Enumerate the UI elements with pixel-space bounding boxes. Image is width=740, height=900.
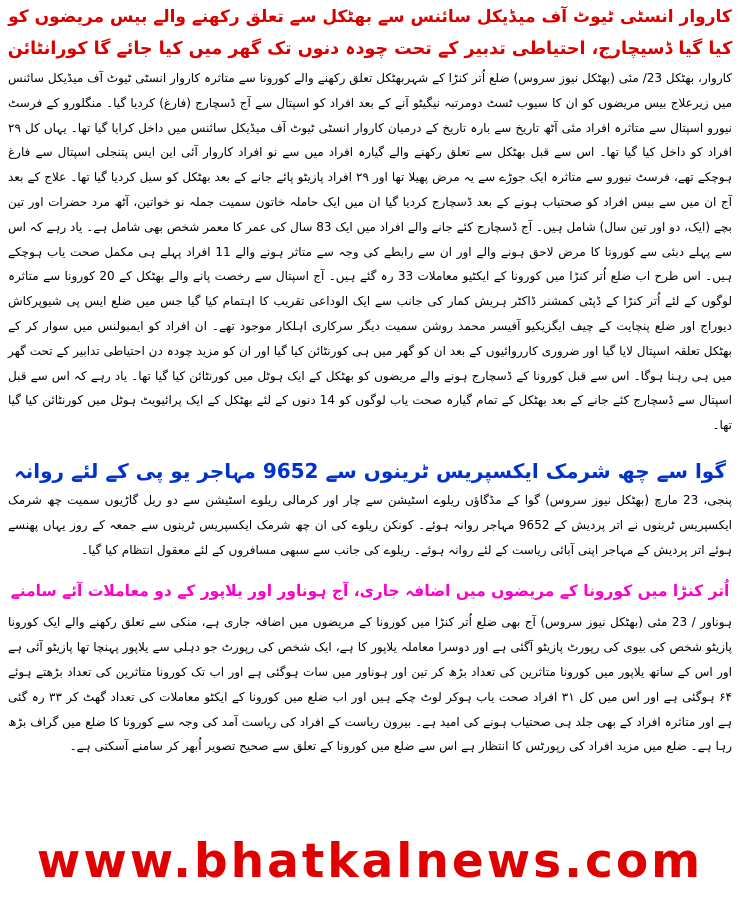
article-3-body: ہوناور / 23 مئی (بھٹکل نیوز سروس) آج بھی ضلع اُتر کنڑا میں کورونا کے مریضوں میں اضافہ جاری ہے، منکی سے تعلق رکھنے والے ایک کورونا پازیٹو شخص کی بیوی کی رپورٹ پازیٹو آگئی ہے اور دوسرا معاملہ یلاپور کا ہے، ایک شخص کی رپورٹ جو دہلی سے یلاپور پہنچا تھا پازیٹو آئی ہے اور اس کے ساتھ یلاپور میں کورونا متاثرین کی تعداد بڑھ کر تین اور ہوناور میں سات ہوگئی ہے اور اب تک کورونا متاثرین کی تعداد بڑھتے ہوئے ۶۴ ہوگئی ہے اور اس میں کل ۳۱ افراد صحت یاب ہوکر لوٹ چکے ہیں اور اب ضلع میں کورونا کے ایکٹو معاملات کی تعداد گھٹ کر ۳۳ رہ گئی ہے اور متاثرہ افراد کے بھی جلد ہی صحتیاب ہونے کی امید ہے۔ بیرون ریاست کے افراد کی ریاست آمد کی وجہ سے کورونا کا ضلع میں گراف بڑھ رہا ہے۔ ضلع میں مزید افراد کی رپورٹس کا انتظار ہے اس سے ضلع میں کورونا کے تعلق سے صحیح تصویر اُبھر کر سامنے آسکتی ہے۔: [8, 615, 732, 754]
article-1-headline-line-1: کاروار انسٹی ٹیوٹ آف میڈیکل سائنس سے بھٹکل سے تعلق رکھنے والے بیس مریضوں کو: [8, 7, 732, 27]
article-2: [6, 456, 734, 562]
article-1-body: کاروار، بھٹکل 23/ مئی (بھٹکل نیوز سروس) ضلع اُتر کنڑا کے شہربھٹکل تعلق رکھنے والے کورونا سے متاثرہ کاروار انسٹی ٹیوٹ آف میڈیکل سائنس میں زیرعلاج بیس مریضوں کو ان کا سیوب ٹسٹ دومرتبہ نیگیٹو آنے کے بعد افراد کو اسپتال سے آج ڈسچارج (فارغ) کردیا گیا۔ منگلورو کے فرسٹ نیورو اسپتال سے متاثرہ افراد مئی آٹھ تاریخ سے بارہ تاریخ کے درمیان کاروار انسٹی ٹیوٹ آف میڈیکل سائنس میں داخل کرایا گیا تھا۔ یہاں کل ۲۹ افراد کو داخل کیا گیا تھا۔ اس سے قبل بھٹکل سے تعلق رکھنے والے گیارہ افراد میں سے نو افراد کاروار آئی این ایس پتنجلی اسپتال سے فارغ ہوچکے تھے، فرسٹ نیورو سے متاثرہ ایک جوڑے سے یہ مرض پھیلا تھا اور ۲۹ افراد پازیٹو پائے جانے کے بعد بھٹکل کو سیل کردیا گیا تھا۔ علاج کے بعد آج ان میں سے بیس افراد کو صحتیاب ہونے کے بعد ڈسچارج کردیا گیا ان میں ایک حاملہ خاتون سمیت جملہ نو خواتین، آٹھ مرد حضرات اور تین بچے (ایک، دو اور تین سال) شامل ہیں۔ آج ڈسچارج کئے جانے والے افراد میں ایک 83 سال کی عمر کا معمر شخص بھی شامل ہے۔ یاد رہے کہ اس سے پہلے دبئی سے کورونا کا مرض لاحق ہونے والے اور ان سے رابطے کی وجہ سے متاثر ہونے والے 11 افراد پہلے ہی مکمل صحت یاب ہوچکے ہیں۔ اس طرح اب ضلع اُتر کنڑا میں کورونا کے ایکٹیو معاملات 33 رہ گئے ہیں۔ آج اسپتال سے رخصت پانے والے بھٹکل کے 20 کورونا سے متاثرہ لوگوں کے لئے اُتر کنڑا کے ڈپٹی کمشنر ڈاکٹر ہریش کمار کی جانب سے ایک الوداعی تقریب کا اہتمام کیا گیا جس میں ضلع ایس پی شیوپرکاش دیوراج اور ضلع پنچایت کے چیف ایگزیکیو آفیسر محمد روشن سمیت دیگر سرکاری اہلکار موجود تھے۔ ان افراد کو ایمبولنس میں سوار کر کے بھٹکل تعلقہ اسپتال لایا گیا اور ضروری کارروائیوں کے بعد ان کو گھر میں ہی کورنٹائن کیا گیا اور ان کو مزید چودہ دن احتیاطی تدابیر کے تحت گھر میں ہی رہنا ہوگا۔ اس سے قبل کورونا کے ڈسچارج ہونے والے مریضوں کو بھٹکل کے ایک ہوٹل میں کورنٹائن کیا گیا تھا۔ یاد رہے کہ اس سے قبل اسپتال سے ڈسچارج کئے جانے کے بعد بھٹکل کے تمام گیارہ صحت یاب لوگوں کو 14 دنوں کے لئے بھٹکل کے ایک پرائیویٹ ہوٹل میں کورنٹائن کیا گیا تھا۔: [8, 71, 733, 433]
article-3: [6, 576, 734, 759]
article-2-body: پنجی، 23 مارچ (بھٹکل نیوز سروس) گوا کے مڈگاؤں ریلوے اسٹیشن سے چار اور کرمالی ریلوے اسٹیشن سے دو ریل گاڑیوں سمیت چھ شرمک ایکسپریس ٹرینوں نے اتر پردیش کے 9652 مہاجر روانہ ہوئے۔ کونکن ریلوے کی ان چھ شرمک ایکسپریس ٹرینوں سے جمعہ کے روز یہاں پھنسے ہوئے اتر پردیش کے مہاجر اپنی آبائی ریاست کے لئے روانہ ہوئے۔ ریلوے کی جانب سے سبھی مسافروں کے لئے معقول انتظام کیا گیا۔: [8, 492, 732, 557]
article-3-headline: اُتر کنڑا میں کورونا کے مریضوں میں اضافہ جاری، آج ہوناور اور یلاپور کے دو معاملات آئے سامنے: [10, 582, 730, 601]
footer-website-url: www.bhatkalnews.com: [36, 834, 704, 889]
article-1: [6, 2, 734, 438]
article-2-headline: گوا سے چھ شرمک ایکسپریس ٹرینوں سے 9652 مہاجر یو پی کے لئے روانہ: [14, 458, 726, 483]
article-1-headline-line-2: کیا گیا ڈسیچارج، احتیاطی تدبیر کے تحت چودہ دنوں تک گھر میں کیا جائے گا کورانٹائن: [7, 39, 733, 59]
